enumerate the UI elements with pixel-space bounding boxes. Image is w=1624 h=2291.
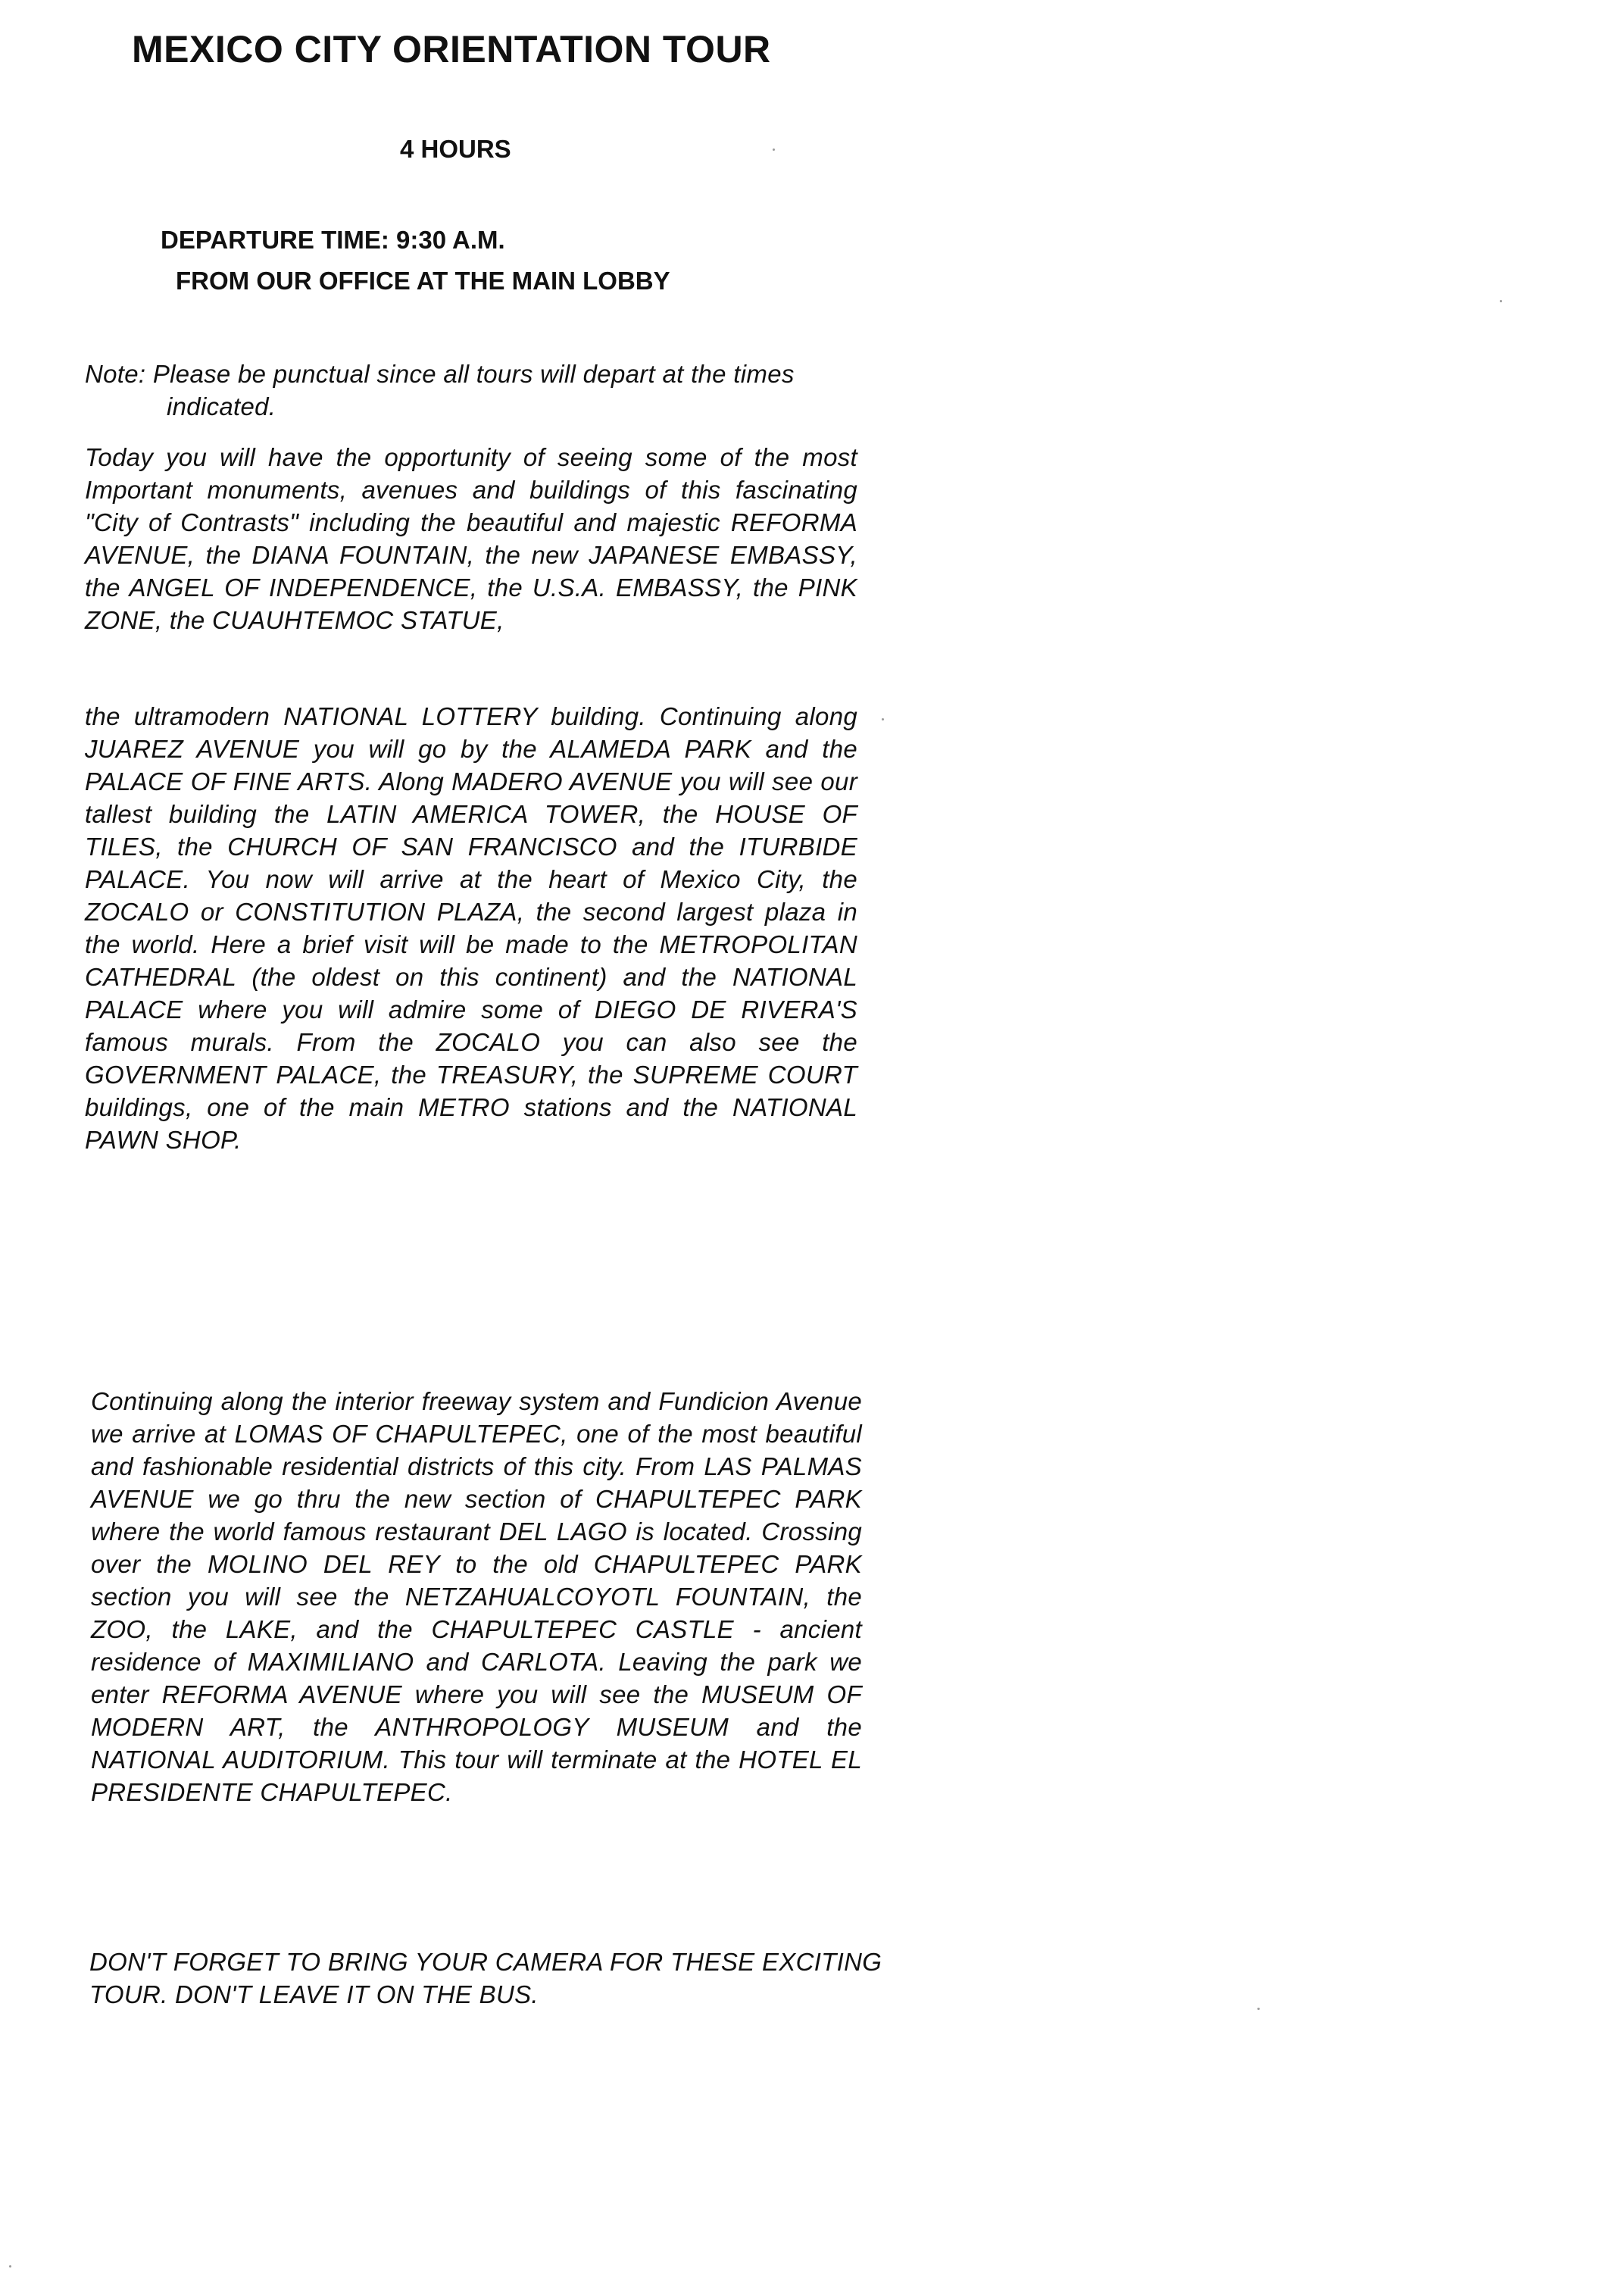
departure-time: DEPARTURE TIME: 9:30 A.M. xyxy=(161,226,505,254)
scan-speck xyxy=(1500,300,1502,302)
punctuality-note: Note: Please be punctual since all tours will depart at the times indicated. xyxy=(85,360,795,420)
scan-speck xyxy=(9,2265,11,2268)
tour-description-paragraph-3: Continuing along the interior freeway system and Fundicion Avenue we arrive at LOMAS OF CHAPULTEPEC, one of the most beautiful and fashionable residential districts of this city. From LAS PALMAS AVENUE we go thru the new section of CHAPULTEPEC PARK where the world famous restaurant DEL LAGO is located. Crossing over the MOLINO DEL REY to the old CHAPULTEPEC PARK section you will see the NETZAHUALCOYOTL FOUNTAIN, the ZOO, the LAKE, and the CHAPULTEPEC CASTLE - ancient residence of MAXIMILIANO and CARLOTA. Leaving the park we enter REFORMA AVENUE where you will see the MUSEUM OF MODERN ART, the ANTHROPOLOGY MUSEUM and the NATIONAL AUDITORIUM. This tour will terminate at the HOTEL EL PRESIDENTE CHAPULTEPEC. xyxy=(91,1387,862,1806)
tour-description-paragraph-2: the ultramodern NATIONAL LOTTERY building. Continuing along JUAREZ AVENUE you will go by the ALAMEDA PARK and the PALACE OF FINE ARTS. Along MADERO AVENUE you will see our tallest building the LATIN AMERICA TOWER, the HOUSE OF TILES, the CHURCH OF SAN FRANCISCO and the ITURBIDE PALACE. You now will arrive at the heart of Mexico City, the ZOCALO or CONSTITUTION PLAZA, the second largest plaza in the world. Here a brief visit will be made to the METROPOLITAN CATHEDRAL (the oldest on this continent) and the NATIONAL PALACE where you will admire some of DIEGO DE RIVERA'S famous murals. From the ZOCALO you can also see the GOVERNMENT PALACE, the TREASURY, the SUPREME COURT buildings, one of the main METRO stations and the NATIONAL PAWN SHOP. xyxy=(85,702,857,1154)
departure-location: FROM OUR OFFICE AT THE MAIN LOBBY xyxy=(176,267,670,295)
scan-speck xyxy=(1257,2008,1260,2010)
closing-reminder: DON'T FORGET TO BRING YOUR CAMERA FOR THESE EXCITING TOUR. DON'T LEAVE IT ON THE BUS. xyxy=(89,1948,882,2008)
departure-info xyxy=(161,220,670,302)
tour-description-paragraph-1: Today you will have the opportunity of seeing some of the most Important monuments, avenues and buildings of this fascinating "City of Contrasts" including the beautiful and majestic REFORMA AVENUE, the DIANA FOUNTAIN, the new JAPANESE EMBASSY, the ANGEL OF INDEPENDENCE, the U.S.A. EMBASSY, the PINK ZONE, the CUAUHTEMOC STATUE, xyxy=(85,443,857,634)
page-title: MEXICO CITY ORIENTATION TOUR xyxy=(132,28,771,70)
scan-speck xyxy=(882,718,884,720)
tour-duration: 4 HOURS xyxy=(400,135,511,163)
scan-speck xyxy=(773,148,775,151)
